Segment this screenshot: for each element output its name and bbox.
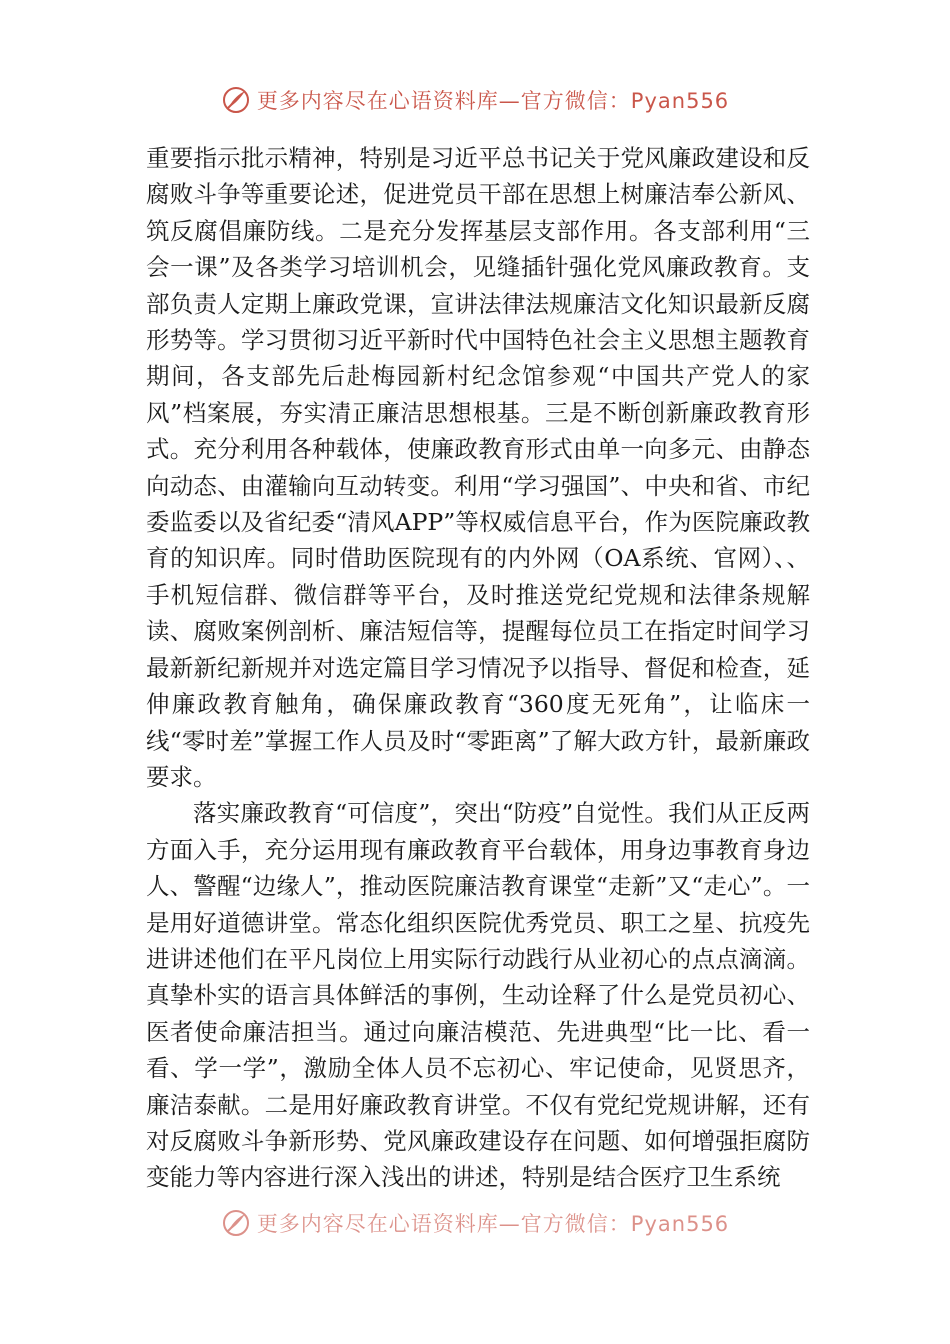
document-body [146,140,810,1196]
footer-watermark [0,1208,950,1238]
paragraph-2: 落实廉政教育“可信度”，突出“防疫”自觉性。我们从正反两方面入手，充分运用现有廉政教育平台载体，用身边事教育身边人、警醒“边缘人”，推动医院廉洁教育课堂“走新”又“走心”。一是用好道德讲堂。常态化组织医院优秀党员、职工之星、抗疫先进讲述他们在平凡岗位上用实际行动践行从业初心的点点滴滴。真挚朴实的语言具体鲜活的事例，生动诠释了什么是党员初心、医者使命廉洁担当。通过向廉洁模范、先进典型“比一比、看一看、学一学”，激励全体人员不忘初心、牢记使命，见贤思齐，廉洁泰献。二是用好廉政教育讲堂。不仅有党纪党规讲解，还有对反腐败斗争新形势、党风廉政建设存在问题、如何增强拒腐防变能力等内容进行深入浅出的讲述，特别是结合医疗卫生系统 [146,799,810,1192]
feather-pen-logo-icon [221,85,251,115]
paragraph-1: 重要指示批示精神，特别是习近平总书记关于党风廉政建设和反腐败斗争等重要论述，促进党员干部在思想上树廉洁奉公新风、筑反腐倡廉防线。二是充分发挥基层支部作用。各支部利用“三会一课”及各类学习培训机会，见缝插针强化党风廉政教育。支部负责人定期上廉政党课，宣讲法律法规廉洁文化知识最新反腐形势等。学习贯彻习近平新时代中国特色社会主义思想主题教育期间，各支部先后赴梅园新村纪念馆参观“中国共产党人的家风”档案展，夯实清正廉洁思想根基。三是不断创新廉政教育形式。充分利用各种载体，使廉政教育形式由单一向多元、由静态向动态、由灌输向互动转变。利用“学习强国”、中央和省、市纪委监委以及省纪委“清风APP”等权威信息平台，作为医院廉政教育的知识库。同时借助医院现有的内外网（OA系统、官网）、、手机短信群、微信群等平台，及时推送党纪党规和法律条规解读、腐败案例剖析、廉洁短信等，提醒每位员工在指定时间学习最新新纪新规并对选定篇目学习情况予以指导、督促和检查，延伸廉政教育触角，确保廉政教育“360度无死角”，让临床一线“零时差”掌握工作人员及时“零距离”了解大政方针，最新廉政要求。 [146,144,810,791]
watermark-text: 更多内容尽在心语资料库—官方微信：Pyan556 [256,1212,730,1236]
feather-pen-logo-icon [221,1208,251,1238]
watermark-text: 更多内容尽在心语资料库—官方微信：Pyan556 [256,89,730,113]
header-watermark [0,85,950,115]
